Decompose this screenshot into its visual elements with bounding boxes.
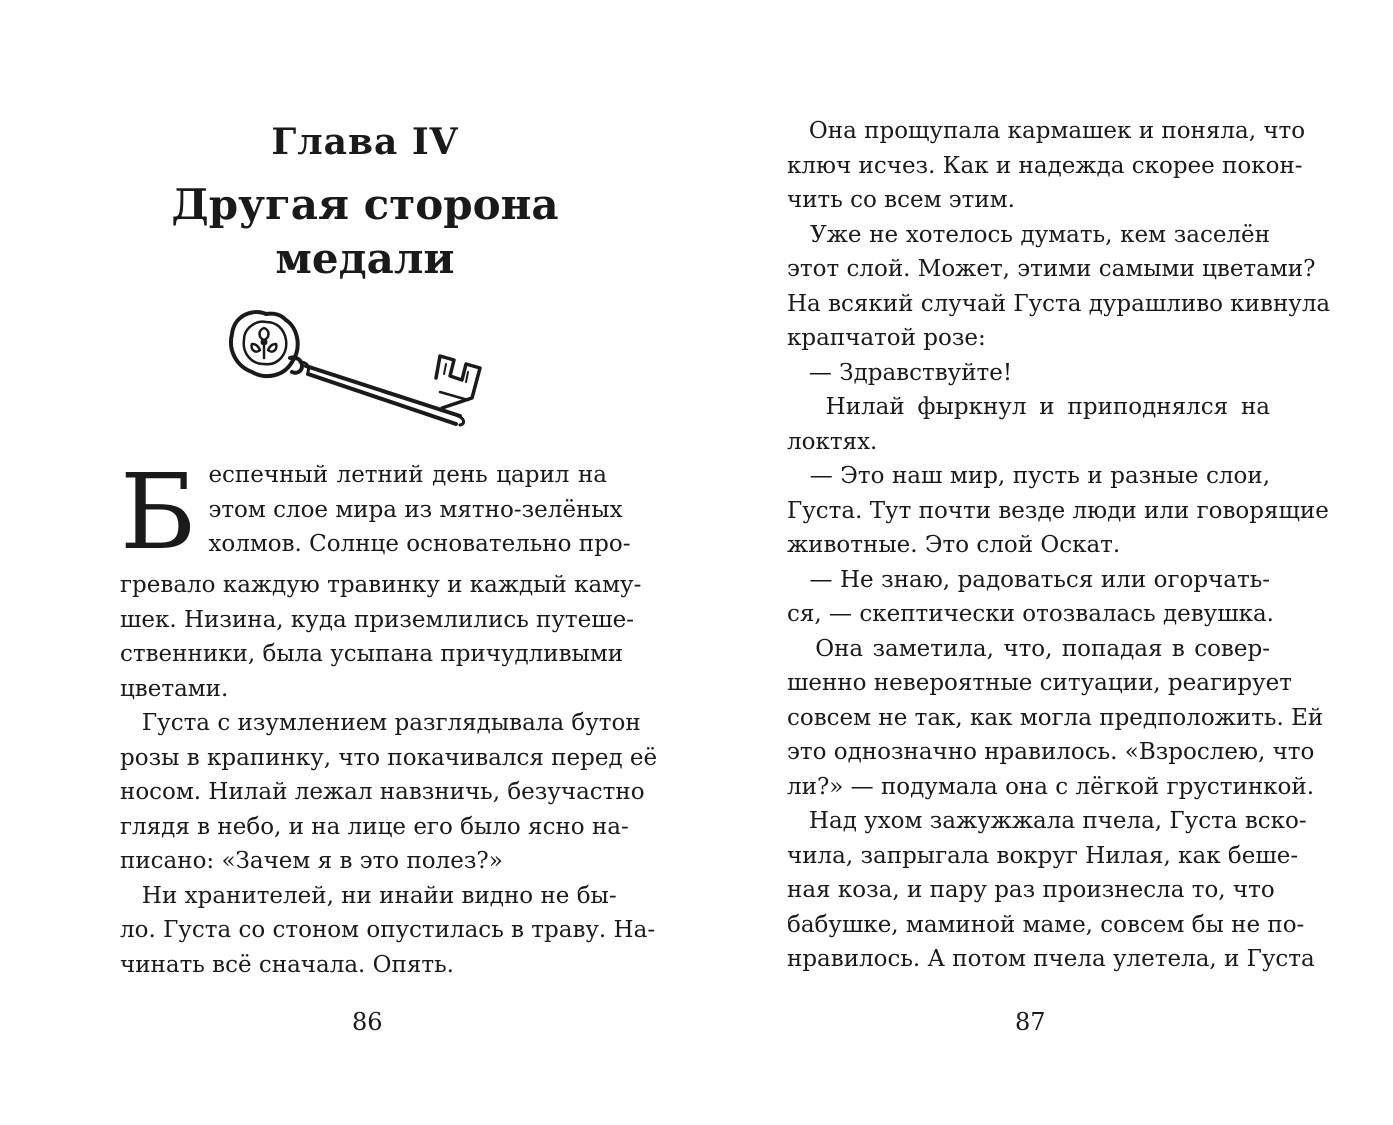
text-line: Нилай фыркнул и приподнялся на [787, 394, 1270, 420]
text-line: это однозначно нравилось. «Взрослею, что [787, 739, 1315, 765]
text-line: животные. Это слой Оскат. [787, 532, 1121, 558]
page-number: 86 [352, 1008, 383, 1036]
text-line: локтях. [787, 428, 878, 455]
chapter-title [120, 178, 610, 286]
text-line: этот слой. Может, этими самыми цветами? [787, 256, 1316, 282]
text-line: крапчатой розе: [787, 325, 986, 351]
skeleton-key-icon [222, 300, 492, 428]
text-line: гревало каждую травинку и каждый каму- [120, 572, 642, 598]
chapter-title-line: медали [275, 234, 455, 283]
text-line: розы в крапинку, что покачивался перед её [120, 744, 658, 771]
text-line: Она прощупала кармашек и поняла, что [787, 118, 1306, 144]
text-line: Уже не хотелось думать, кем заселён [787, 221, 1270, 248]
chapter-number: Глава IV [271, 121, 459, 163]
text-line: — Не знаю, радоваться или огорчать- [787, 566, 1270, 593]
text-line: нравилось. А потом пчела улетела, и Густа [787, 946, 1315, 972]
text-line: чить со всем этим. [787, 187, 1015, 213]
drop-cap: Б [120, 451, 197, 573]
page-number: 87 [1015, 1008, 1046, 1036]
text-line: чинать всё сначала. Опять. [120, 951, 454, 978]
right-body-text [787, 114, 1331, 977]
text-line: бабушке, маминой маме, совсем бы не по- [787, 911, 1305, 938]
text-line: Густа с изумлением разглядывала бутон [120, 710, 641, 736]
text-line: цветами. [120, 675, 229, 702]
text-line: еспечный летний день царил на [208, 462, 607, 488]
text-line: холмов. Солнце основательно про- [208, 531, 631, 557]
text-line: ли?» — подумала она с лёгкой грустинкой. [787, 773, 1315, 800]
left-body-text [120, 451, 658, 982]
right-page [697, 0, 1393, 1125]
text-line: ся, — скептически отозвалась девушка. [787, 601, 1274, 627]
text-line: шек. Низина, куда приземлились путеше- [120, 606, 634, 633]
chapter-title-line: Другая сторона [171, 180, 559, 229]
text-line: писано: «Зачем я в это полез?» [120, 848, 503, 874]
text-line: ключ исчез. Как и надежда скорее покон- [787, 152, 1303, 179]
text-line: глядя в небо, и на лице его было ясно на- [120, 813, 629, 840]
text-line: чила, запрыгала вокруг Нилая, как беше- [787, 842, 1299, 869]
text-line: ственники, была усыпана причудливыми [120, 641, 624, 667]
text-line: — Это наш мир, пусть и разные слои, [787, 463, 1270, 489]
text-line: На всякий случай Густа дурашливо кивнула [787, 290, 1331, 317]
text-line: носом. Нилай лежал навзничь, безучастно [120, 779, 645, 805]
text-line: — Здравствуйте! [787, 359, 1013, 386]
text-line: этом слое мира из мятно-зелёных [208, 496, 623, 523]
text-line: совсем не так, как могла предположить. Ей [787, 704, 1324, 731]
text-line: Ни хранителей, ни инайи видно не бы- [120, 882, 617, 909]
text-line: Она заметила, что, попадая в совер- [787, 635, 1270, 662]
text-line: ная коза, и пару раз произнесла то, что [787, 877, 1275, 903]
text-line: Над ухом зажужжала пчела, Густа вско- [787, 808, 1307, 834]
text-line: Густа. Тут почти везде люди или говорящие [787, 497, 1329, 524]
text-line: шенно невероятные ситуации, реагирует [787, 670, 1292, 696]
text-line: ло. Густа со стоном опустилась в траву. На- [120, 917, 656, 943]
left-page [0, 0, 696, 1125]
